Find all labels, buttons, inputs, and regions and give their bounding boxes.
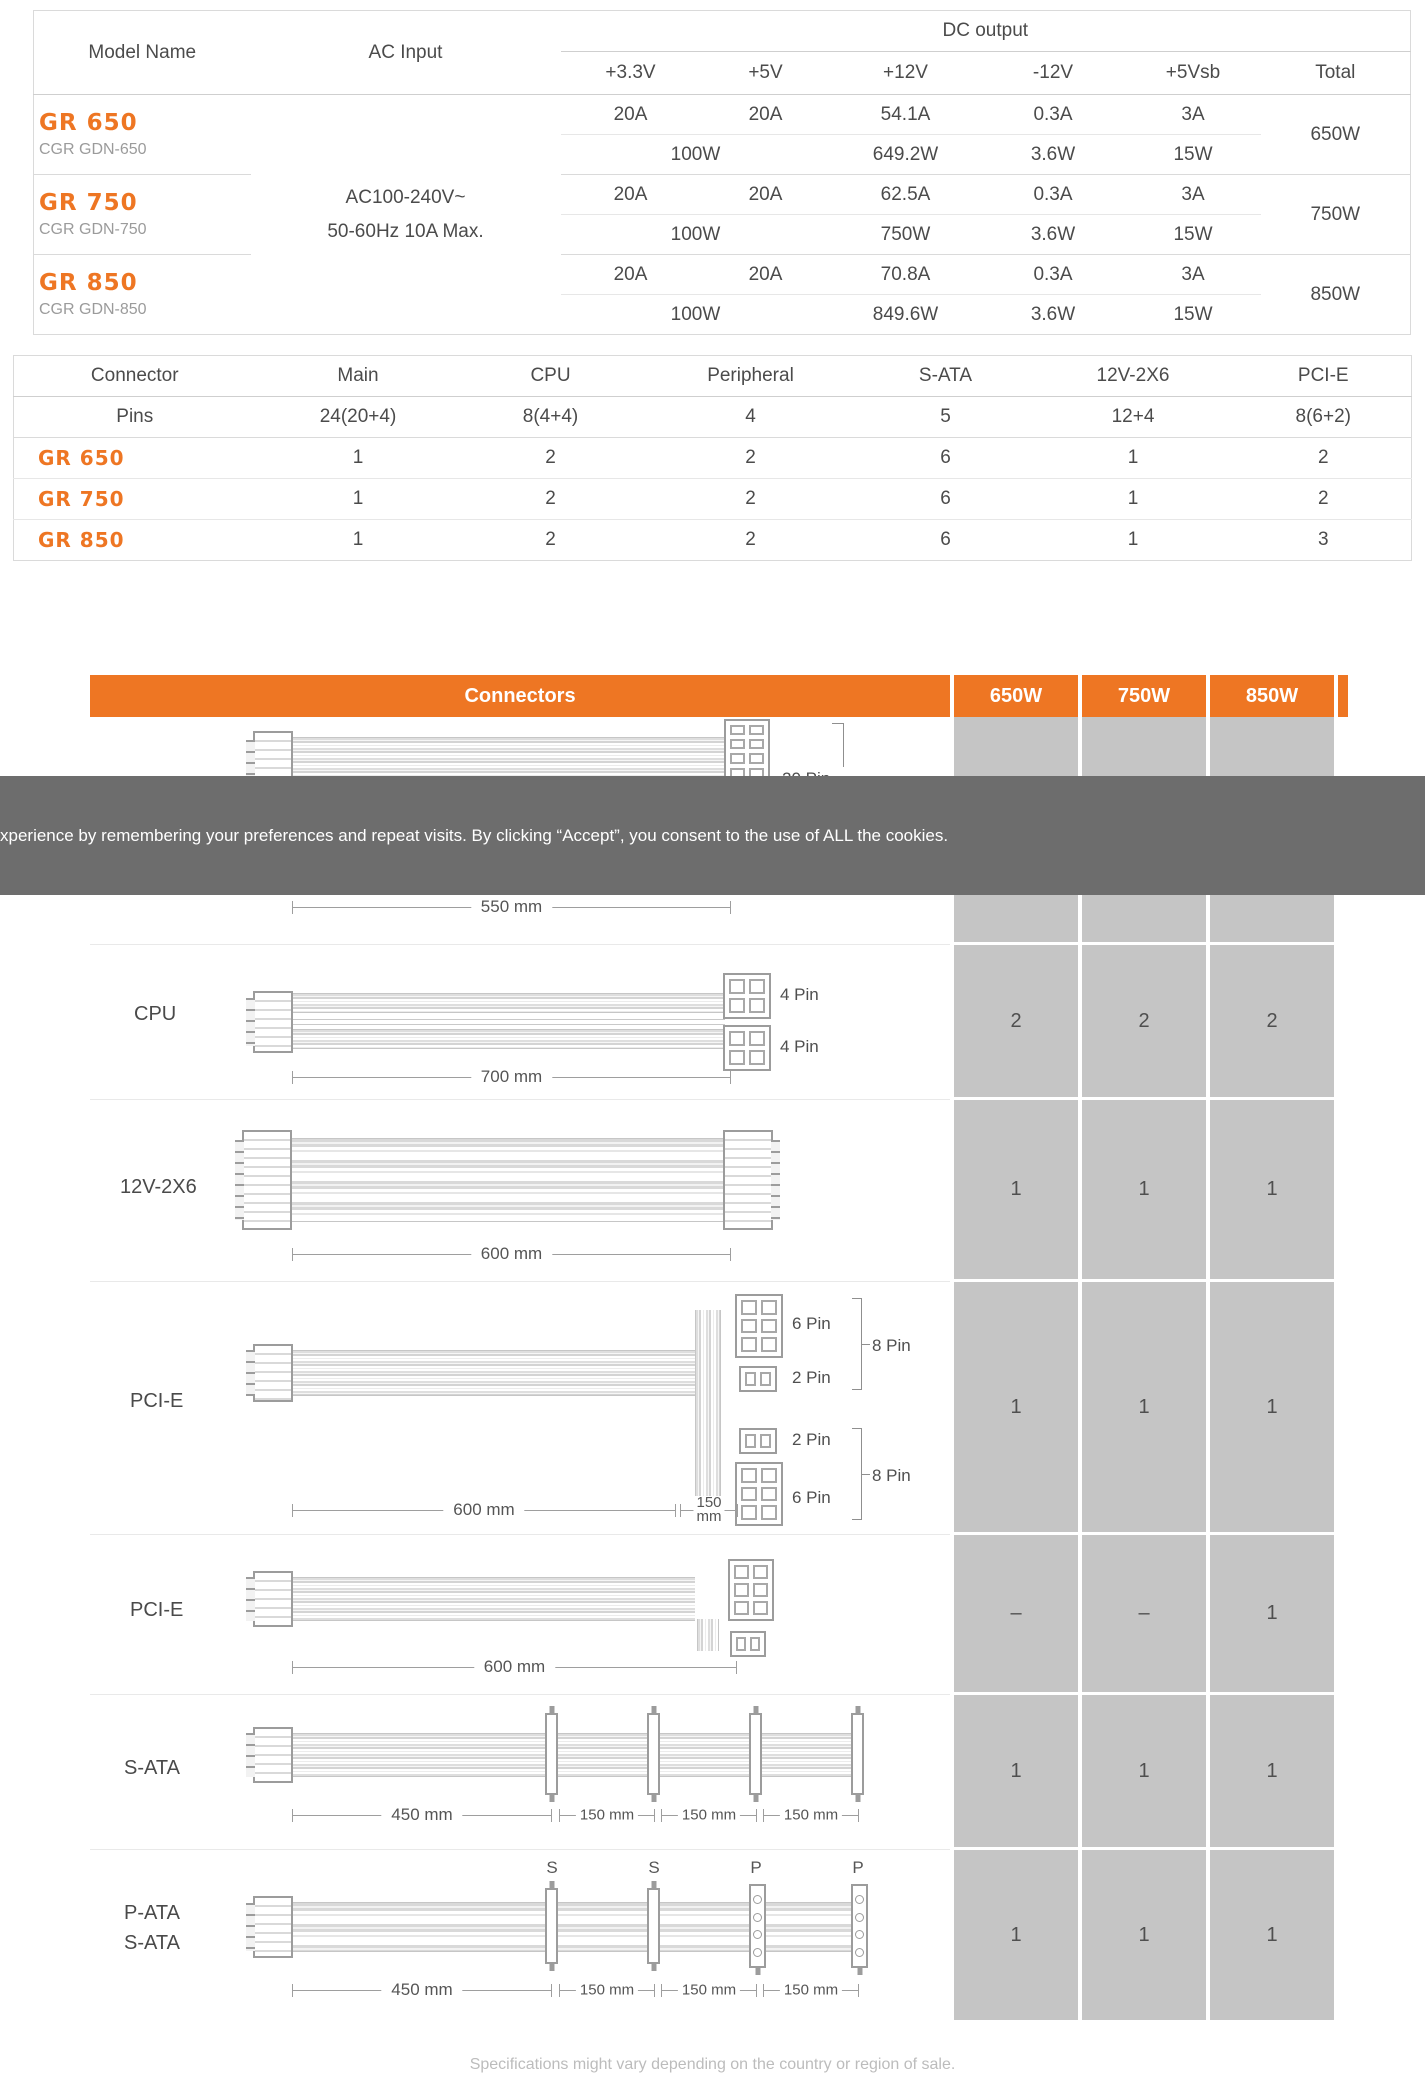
total-cell: 650W — [1261, 95, 1411, 175]
model-code: CGR GDN-750 — [39, 221, 147, 238]
dimension-600mm: 600 mm — [292, 1248, 731, 1261]
pins-cell: 24(20+4) — [256, 397, 461, 438]
count-cell: 2 — [1236, 438, 1412, 479]
pcie-6pin-connector — [735, 1462, 783, 1526]
ribbon-cable — [293, 1350, 695, 1396]
value-850w: 1 — [1210, 1850, 1334, 2023]
model-code: CGR GDN-850 — [39, 301, 147, 318]
value-650w: 1 — [954, 1100, 1078, 1282]
pcie-cable-diagram — [90, 1535, 950, 1695]
molex-connector — [749, 1884, 766, 1968]
pin-count-bracket — [832, 723, 844, 767]
pin-count-label: 4 Pin — [780, 1037, 819, 1056]
pins-cell: 12+4 — [1031, 397, 1236, 438]
psu-side-plug — [253, 1896, 293, 1958]
ac-input-value-cell — [251, 95, 561, 335]
cable-row-pcie — [90, 1535, 1348, 1695]
column-header-12v: +12V — [831, 52, 981, 95]
header-750w: 750W — [1082, 675, 1206, 717]
pin-count-label: 4 Pin — [780, 985, 819, 1004]
column-header-sata: S-ATA — [861, 356, 1031, 397]
count-cell: 3 — [1317, 529, 1329, 550]
value-650w: 2 — [954, 945, 1078, 1100]
pcie-2pin-connector — [739, 1366, 777, 1392]
vertical-cable-bundle — [695, 1310, 721, 1502]
molex-connector — [851, 1884, 868, 1968]
table-row — [34, 255, 1411, 295]
table-row — [14, 520, 1412, 561]
pcie-2pin-connector — [739, 1428, 777, 1454]
count-cell: 1 — [1031, 479, 1236, 520]
column-header-total: Total — [1261, 52, 1411, 95]
cpu-cable-diagram — [90, 945, 950, 1100]
pin-count-label: 6 Pin — [792, 1488, 831, 1507]
amps-cell: 20A — [701, 175, 831, 215]
pin-count-bracket — [852, 1428, 862, 1520]
model-cell-gr650 — [34, 95, 251, 175]
pin-count-label: 6 Pin — [792, 1314, 831, 1333]
amps-cell: 62.5A — [831, 175, 981, 215]
pcie-2pin-connector — [730, 1631, 766, 1657]
column-header-model-name: Model Name — [34, 11, 251, 95]
cable-strand — [293, 1019, 725, 1020]
psu-side-plug — [253, 1344, 293, 1402]
watts-cell: 750W — [831, 215, 981, 255]
sata-connector — [545, 1713, 558, 1795]
watts-cell: 649.2W — [831, 135, 981, 175]
pins-cell: 5 — [861, 397, 1031, 438]
header-connectors: Connectors — [90, 675, 950, 717]
watts-cell: 849.6W — [872, 303, 939, 325]
model-name: GR 850 — [39, 270, 138, 296]
amps-cell: 20A — [701, 95, 831, 135]
count-cell: 2 — [641, 479, 861, 520]
connector-type-marker: S — [648, 1858, 660, 1877]
table-row — [14, 438, 1412, 479]
amps-cell: 20A — [701, 255, 831, 295]
pcie-6pin-connector — [728, 1559, 774, 1621]
value-850w: 1 — [1210, 1535, 1334, 1695]
model-code: CGR GDN-650 — [39, 141, 147, 158]
column-header-3v3: +3.3V — [561, 52, 701, 95]
row-label: CPU — [134, 1003, 177, 1025]
ribbon-cable — [293, 1902, 858, 1952]
sata-connector — [851, 1713, 864, 1795]
count-cell: 1 — [1031, 438, 1236, 479]
cookie-banner-text: xperience by remembering your preferences and repeat visits. By clicking “Accept”, you consent to the use of ALL the cookies. — [0, 825, 949, 845]
watts-cell: 100W — [561, 135, 831, 175]
header-850w: 850W — [1210, 675, 1334, 717]
watts-cell: 100W — [561, 215, 831, 255]
watts-cell: 15W — [1126, 215, 1261, 255]
ribbon-cable — [293, 1029, 725, 1049]
pin-count-label: 8 Pin — [872, 1336, 911, 1355]
cable-row-sata — [90, 1695, 1348, 1850]
pins-cell: 4 — [641, 397, 861, 438]
column-header-ac-input: AC Input — [251, 11, 561, 95]
value-750w: 1 — [1082, 1695, 1206, 1850]
value-650w: – — [954, 1535, 1078, 1695]
cable-row-cpu — [90, 945, 1348, 1100]
column-header-pcie: PCI-E — [1236, 356, 1412, 397]
amps-cell: 70.8A — [831, 255, 981, 295]
cable-row-pcie-split — [90, 1282, 1348, 1535]
table-row — [14, 479, 1412, 520]
12v2x6-cable-diagram — [90, 1100, 950, 1282]
amps-cell: 20A — [561, 255, 701, 295]
row-label: PCI-E — [130, 1599, 184, 1621]
pin-count-label: 8 Pin — [872, 1466, 911, 1485]
column-header-neg12v: -12V — [981, 52, 1126, 95]
cable-row-12v2x6 — [90, 1100, 1348, 1282]
watts-cell: 3.6W — [981, 215, 1126, 255]
value-850w: 1 — [1210, 1695, 1334, 1850]
sata-connector — [647, 1888, 660, 1964]
ribbon-cable — [293, 993, 725, 1013]
amps-cell: 0.3A — [981, 175, 1126, 215]
value-750w: 1 — [1082, 1100, 1206, 1282]
column-header-peripheral: Peripheral — [641, 356, 861, 397]
dimension-150mm: 150 mm — [763, 1984, 859, 1997]
ribbon-cable — [293, 1733, 858, 1777]
cookie-banner — [0, 776, 1425, 895]
amps-cell: 3A — [1126, 255, 1261, 295]
value-850w: 1 — [1210, 1100, 1334, 1282]
count-cell: 2 — [545, 529, 556, 550]
row-label-2: S-ATA — [124, 1932, 180, 1954]
dimension-150mm: 150 mm — [559, 1984, 655, 1997]
count-cell: 1 — [256, 479, 461, 520]
psu-side-plug — [242, 1130, 292, 1230]
column-header-5v: +5V — [701, 52, 831, 95]
total-cell: 750W — [1261, 175, 1411, 255]
pata-sata-cable-diagram — [90, 1850, 950, 2023]
count-cell: 1 — [256, 438, 461, 479]
psu-side-plug — [253, 1571, 293, 1627]
count-cell: 1 — [352, 529, 364, 550]
value-750w: – — [1082, 1535, 1206, 1695]
sata-connector — [647, 1713, 660, 1795]
amps-cell: 0.3A — [981, 255, 1126, 295]
cables-table-header — [90, 675, 1348, 717]
ac-input-line1: AC100-240V~ — [345, 187, 466, 209]
amps-cell: 3A — [1126, 175, 1261, 215]
column-header-cpu: CPU — [461, 356, 641, 397]
dimension-150mm: 150 mm — [559, 1809, 655, 1822]
psu-side-plug — [253, 1727, 293, 1783]
count-cell: 2 — [1236, 479, 1412, 520]
value-650w: 1 — [954, 1850, 1078, 2023]
pins-label: Pins — [14, 397, 256, 438]
dimension-150mm: 150 mm — [661, 1984, 757, 1997]
dimension-450mm: 450 mm — [292, 1984, 552, 1997]
column-header-12v2x6: 12V-2X6 — [1031, 356, 1236, 397]
table-row — [34, 175, 1411, 215]
dimension-450mm: 450 mm — [292, 1809, 552, 1822]
model-cell: GR 850 — [38, 527, 125, 552]
pins-row — [14, 397, 1412, 438]
vertical-cable-bundle — [697, 1619, 719, 1651]
psu-side-plug — [253, 991, 293, 1053]
header-sliver — [1338, 675, 1348, 717]
count-cell: 6 — [861, 438, 1031, 479]
pins-cell: 8(6+2) — [1236, 397, 1412, 438]
count-cell: 6 — [861, 479, 1031, 520]
amps-cell: 3A — [1126, 95, 1261, 135]
model-cell-gr850 — [34, 255, 251, 335]
value-850w: 2 — [1210, 945, 1334, 1100]
model-name: GR 650 — [39, 110, 138, 136]
watts-cell: 3.6W — [981, 135, 1126, 175]
dimension-600mm: 600 mm — [292, 1661, 737, 1674]
value-750w: 2 — [1082, 945, 1206, 1100]
amps-cell: 0.3A — [981, 95, 1126, 135]
pcie-6pin-connector — [735, 1294, 783, 1358]
pin-count-label: 2 Pin — [792, 1368, 831, 1387]
amps-cell: 54.1A — [831, 95, 981, 135]
value-650w: 1 — [954, 1695, 1078, 1850]
footer-note: Specifications might vary depending on the country or region of sale. — [469, 2056, 956, 2073]
watts-cell: 15W — [1173, 303, 1213, 325]
amps-cell: 20A — [561, 95, 701, 135]
dimension-150mm: 150 mm — [680, 1504, 738, 1517]
dimension-550mm: 550 mm — [292, 901, 731, 914]
count-cell: 2 — [745, 529, 756, 550]
row-label: S-ATA — [124, 1757, 180, 1779]
value-750w: 1 — [1082, 1850, 1206, 2023]
count-cell: 6 — [940, 529, 951, 550]
connector-type-marker: S — [546, 1858, 558, 1877]
count-cell: 2 — [641, 438, 861, 479]
model-cell: GR 650 — [14, 438, 256, 479]
pcie-split-cable-diagram — [90, 1282, 950, 1535]
value-650w: 1 — [954, 1282, 1078, 1535]
watts-cell: 15W — [1126, 135, 1261, 175]
group-header-dc-output: DC output — [561, 11, 1411, 52]
column-header-main: Main — [256, 356, 461, 397]
model-cell: GR 750 — [14, 479, 256, 520]
column-header-5vsb: +5Vsb — [1126, 52, 1261, 95]
model-cell-gr750 — [34, 175, 251, 255]
table-header-row — [14, 356, 1412, 397]
sata-cable-diagram — [90, 1695, 950, 1850]
connector-count-table — [13, 355, 1412, 561]
watts-cell: 3.6W — [1030, 303, 1076, 325]
dimension-150mm: 150 mm — [763, 1809, 859, 1822]
row-label: P-ATA — [124, 1902, 180, 1924]
count-cell: 2 — [461, 479, 641, 520]
total-cell: 850W — [1310, 283, 1361, 305]
pin-count-bracket — [852, 1298, 862, 1390]
count-cell: 1 — [1127, 529, 1139, 550]
sata-connector — [545, 1888, 558, 1964]
header-650w: 650W — [954, 675, 1078, 717]
dc-output-spec-table — [33, 10, 1411, 335]
dimension-700mm: 700 mm — [292, 1071, 731, 1084]
connector-type-marker: P — [852, 1858, 864, 1877]
amps-cell: 20A — [561, 175, 701, 215]
table-row — [34, 95, 1411, 135]
sata-connector — [749, 1713, 762, 1795]
column-header-connector: Connector — [14, 356, 256, 397]
ribbon-cable — [293, 1577, 695, 1621]
cpu-4pin-connector — [723, 1025, 771, 1071]
cpu-4pin-connector — [723, 973, 771, 1019]
value-850w: 1 — [1210, 1282, 1334, 1535]
pins-cell: 8(4+4) — [461, 397, 641, 438]
dimension-600mm: 600 mm — [292, 1504, 676, 1517]
row-label: PCI-E — [130, 1390, 184, 1412]
count-cell: 2 — [461, 438, 641, 479]
pin-count-label: 2 Pin — [792, 1430, 831, 1449]
row-label: 12V-2X6 — [120, 1176, 197, 1198]
cable-strand — [293, 1024, 725, 1025]
watts-cell: 100W — [670, 303, 721, 325]
dimension-150mm: 150 mm — [661, 1809, 757, 1822]
model-name: GR 750 — [39, 190, 138, 216]
value-750w: 1 — [1082, 1282, 1206, 1535]
device-side-plug — [723, 1130, 773, 1230]
connector-type-marker: P — [750, 1858, 762, 1877]
ac-input-line2: 50-60Hz 10A Max. — [327, 220, 484, 242]
cable-row-pata-sata — [90, 1850, 1348, 2023]
ribbon-cable — [292, 1138, 723, 1222]
